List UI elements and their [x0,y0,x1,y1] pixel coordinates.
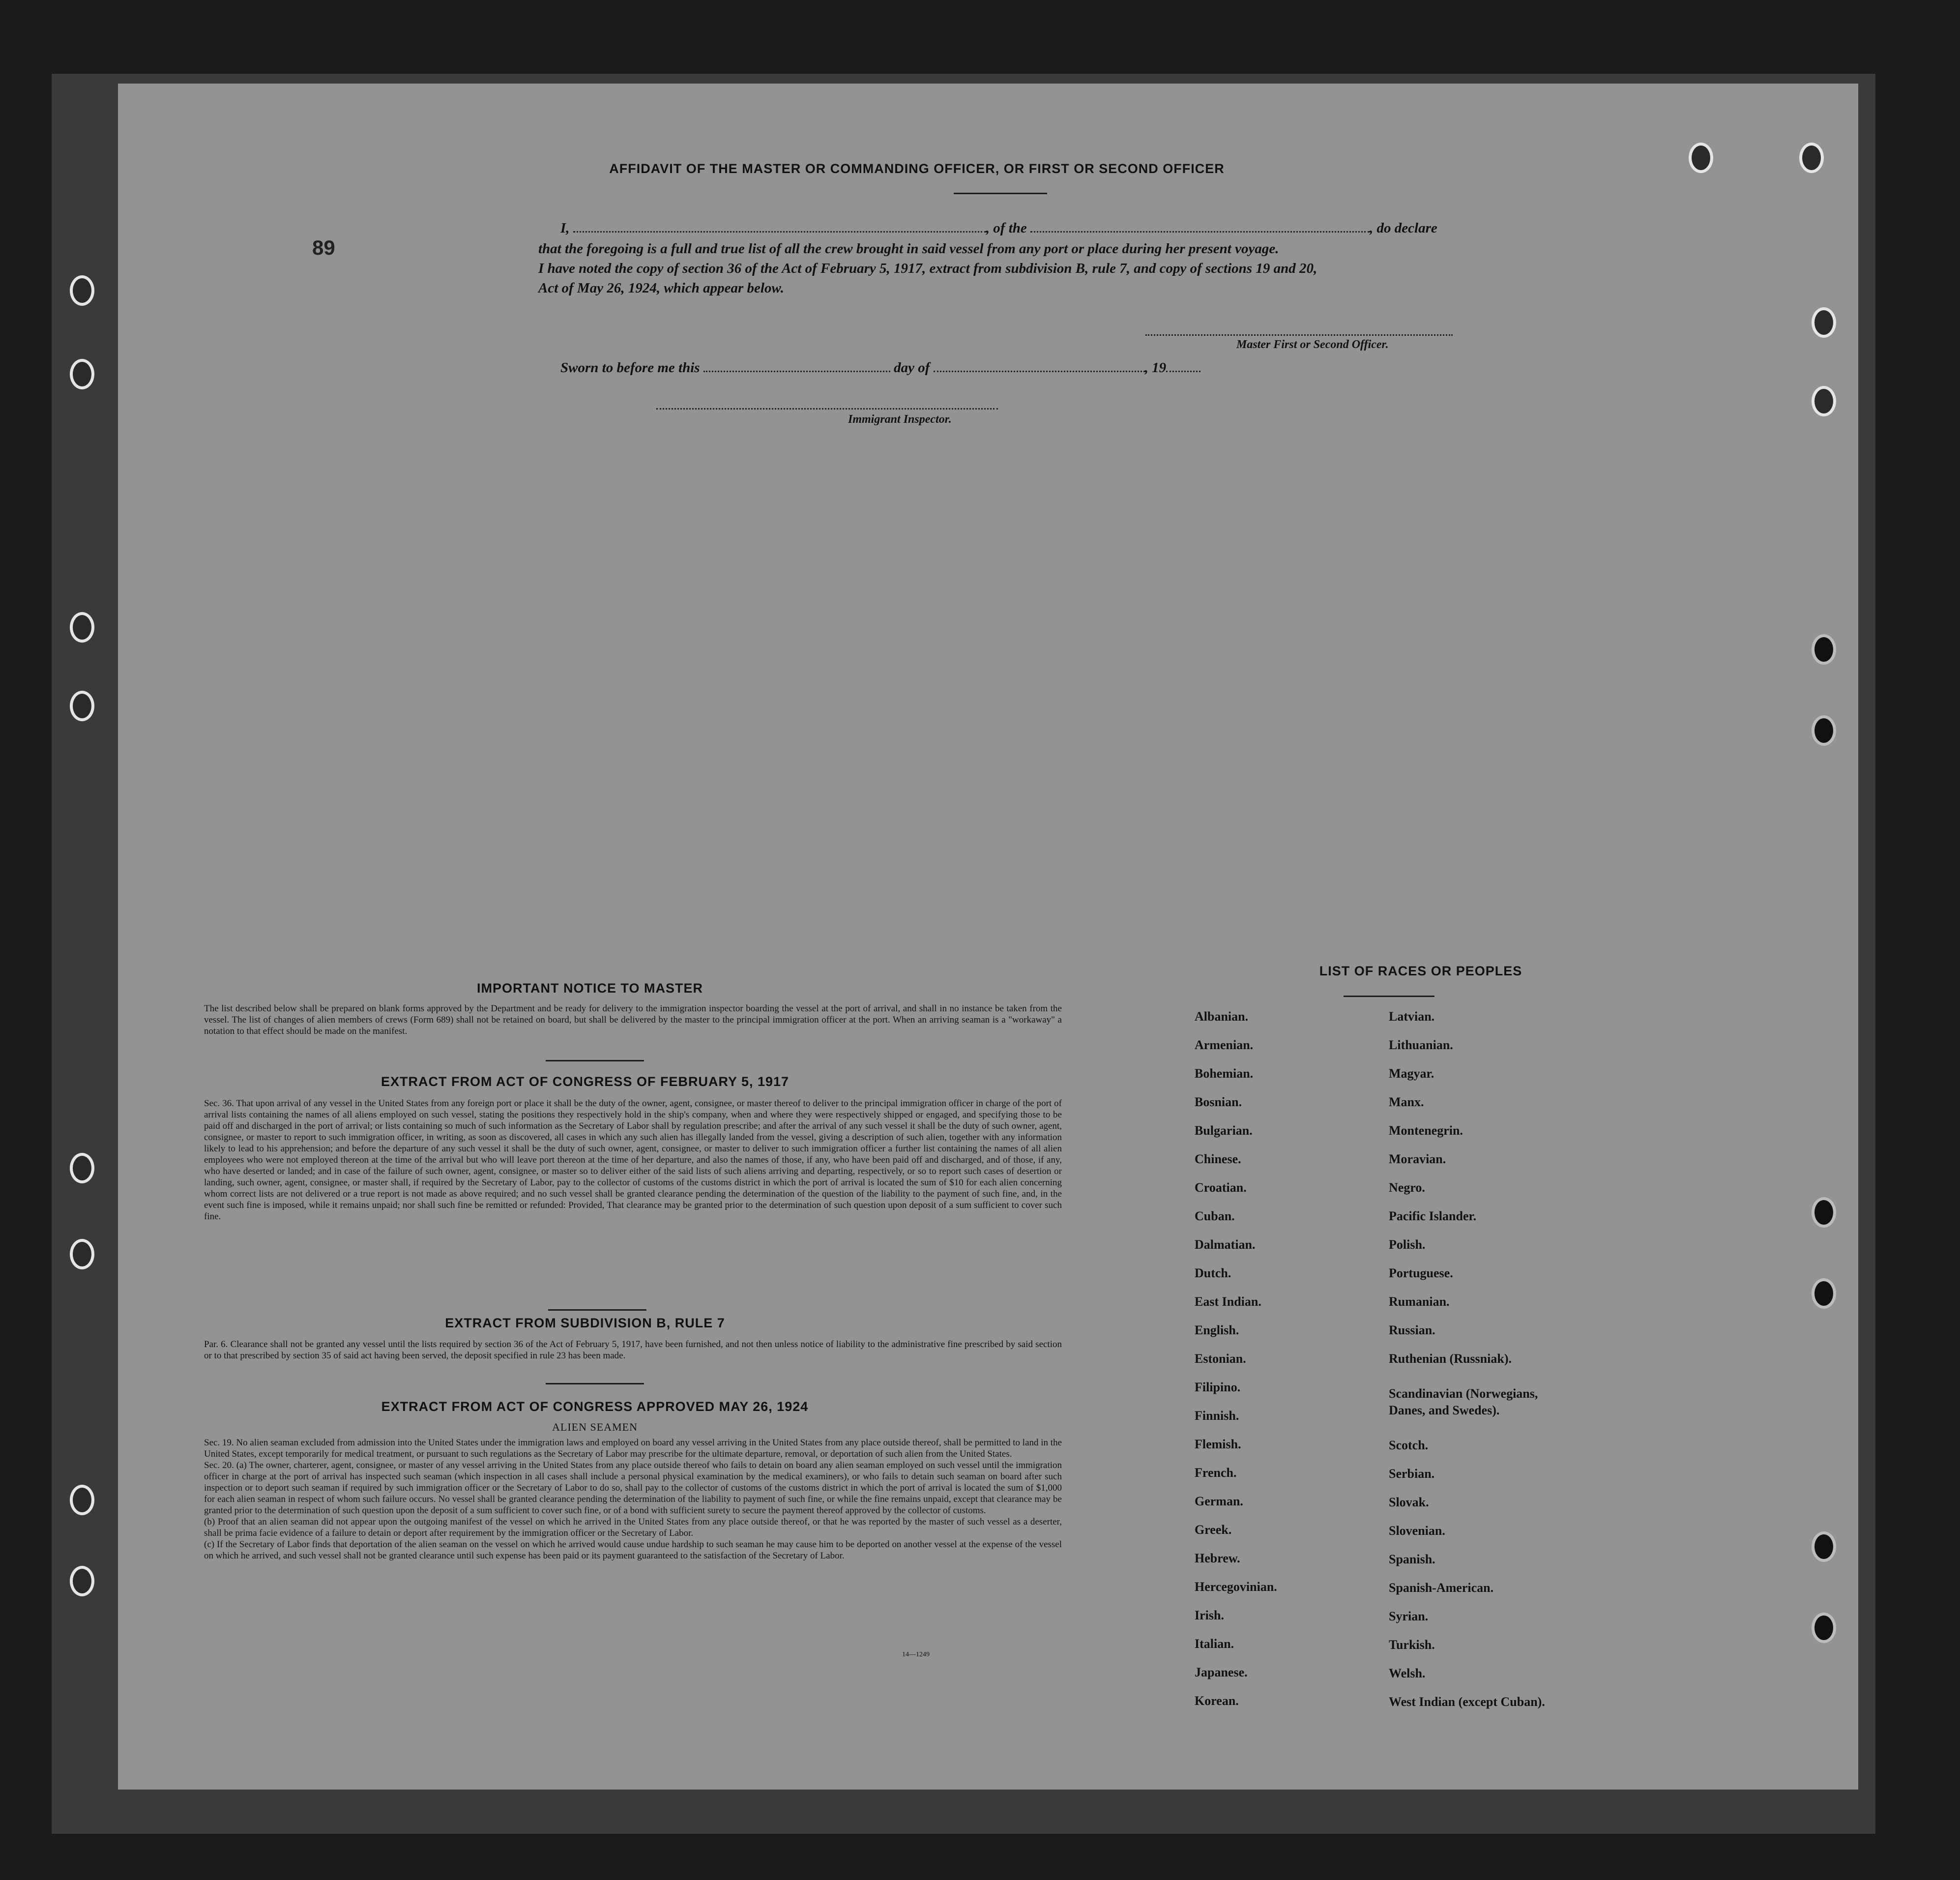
race-item: Greek. [1195,1523,1232,1537]
sworn-day-field[interactable] [703,371,890,372]
binder-hole [70,275,94,306]
master-signature-line[interactable] [1145,334,1453,336]
binder-hole [1812,1531,1836,1562]
sworn-line [560,360,1200,376]
sec-20a: Sec. 20. (a) The owner, charterer, agent, consignee, or master of any vessel arriving in the United States from any place outside thereof who fails to detain on board any alien seaman employed on such vessel until the immigration officer in charge at the port of arrival has inspected such seaman (which inspection in all cases shall include a personal physical examination by the medical examiners), or who fails to detain such seaman on board after such inspection or to deport such seaman if required by such immigration officer or the Secretary of Labor to do so, shall pay to the collector of customs of the customs district in which the port of arrival is located the sum of $1,000 for each alien seaman in respect of whom such failure occurs. No vessel shall be granted clearance pending the determination of the liability to payment of such fine, or while the fine remains unpaid, except that clearance may be granted prior to the determination of such question upon the deposit of a sum sufficient to cover such fine, or of a bond with sufficient surety to secure the payment thereof approved by the collector of customs. [204,1460,1062,1516]
binder-hole [1689,143,1713,173]
affidavit-of-the: , of the [986,220,1027,236]
extract-1917-text: Sec. 36. That upon arrival of any vessel in the United States from any foreign port or place it shall be the duty of the owner, agent, consignee, or master thereof to deliver to the principal immigration officer in charge of the port of arrival lists containing the names of all aliens employed on such vessel, stating the positions they respectively hold in the ship's company, when and where they were respectively shipped or engaged, and specifying those to be paid off and discharged in the port of arrival; or lists containing so much of such information as the Secretary of Labor shall by regulation prescribe; and after the arrival of any such vessel it shall be the duty of such owner, agent, consignee, or master to report to such immigration officer, in writing, as soon as discovered, all cases in which any such alien has illegally landed from the vessel, giving a description of such alien, together with any information likely to lead to his apprehension; and before the departure of any such vessel it shall be the duty of such owner, agent, consignee, or master to deliver to such immigration officer a further list containing the names of all alien employees who were not employed thereon at the time of the arrival but who will leave port thereon at the time of her departure, and also the names of those, if any, who have been paid off and discharged, and of those, if any, who have deserted or landed; and in case of the failure of such owner, agent, consignee, or master so to deliver either of the said lists of such aliens arriving and departing, respectively, or so to report such cases of desertion or landing, such owner, agent, consignee, or master shall, if required by the Secretary of Labor, pay to the collector of customs of the customs district in which the port of arrival is located the sum of $10 for each alien concerning whom correct lists are not delivered or a true report is not made as above required; and no such vessel shall be granted clearance pending the determination of the question of the liability to the payment of such fine, and, in the event such fine is imposed, while it remains unpaid; nor shall such fine be remitted or refunded: Provided, That clearance may be granted prior to the determination of such question upon deposit of a sum sufficient to cover such fine. [204,1098,1062,1222]
sworn-day-of: day of [894,360,930,376]
race-item: Pacific Islander. [1389,1209,1477,1223]
binder-hole [1812,1278,1836,1309]
sec-20c: (c) If the Secretary of Labor finds that deportation of the alien seaman on the vessel on which he arrived would cause undue hardship to such seaman he may cause him to be deported on another vessel at the expense of the vessel on which he arrived, and such vessel shall not be granted clearance until such expense has been paid or its payment guaranteed to the satisfaction of the Secretary of Labor. [204,1539,1062,1561]
rule7-text: Par. 6. Clearance shall not be granted any vessel until the lists required by section 36 of the Act of February 5, 1917, have been furnished, and not then unless notice of liability to the administrative fine prescribed by said section or to that prescribed by section 35 of said act having been served, the deposit specified in rule 23 has been made. [204,1339,1062,1361]
race-item: Russian. [1389,1323,1435,1337]
race-item: Dalmatian. [1195,1237,1256,1252]
race-item: French. [1195,1466,1237,1480]
race-item: Filipino. [1195,1380,1241,1394]
race-item: English. [1195,1323,1239,1337]
name-field[interactable] [573,231,986,233]
race-item: Slovak. [1389,1495,1429,1509]
extract-1924-text [204,1437,1062,1561]
race-item: Japanese. [1195,1665,1248,1679]
sec-20b: (b) Proof that an alien seaman did not appear upon the outgoing manifest of the vessel on which he arrived in the United States from any place outside thereof, or that he was reported by the master of such vessel as a deserter, shall be prima facie evidence of a failure to detain or deport after requirement by the immigration officer or the Secretary of Labor. [204,1517,1062,1538]
affidavit-line1 [560,220,1437,236]
sworn-year: , 19 [1144,360,1167,376]
race-item: Rumanian. [1389,1294,1450,1309]
affidavit-line3: I have noted the copy of section 36 of the Act of February 5, 1917, extract from subdivision B, rule 7, and copy of sections 19 and 20, [538,261,1317,276]
binder-hole [70,1566,94,1596]
race-item: Italian. [1195,1637,1234,1651]
binder-hole [1812,634,1836,665]
binder-hole [70,1485,94,1515]
binder-hole [1799,143,1824,173]
affidavit-title: AFFIDAVIT OF THE MASTER OR COMMANDING OFFICER, OR FIRST OR SECOND OFFICER [609,161,1225,176]
race-item: Estonian. [1195,1351,1246,1366]
race-item: Portuguese. [1389,1266,1453,1280]
race-item: Ruthenian (Russniak). [1389,1351,1512,1366]
race-item: Montenegrin. [1389,1123,1463,1138]
binder-hole [1812,1613,1836,1643]
race-item: West Indian (except Cuban). [1389,1695,1545,1709]
race-item: Scotch. [1389,1438,1429,1452]
race-item: Manx. [1389,1095,1424,1109]
race-item: Croatian. [1195,1180,1247,1195]
binder-hole [70,1239,94,1269]
race-item: Dutch. [1195,1266,1231,1280]
section-rule [546,1383,644,1384]
inspector-signature-line[interactable] [656,408,998,410]
binder-hole [70,691,94,721]
race-item: Albanian. [1195,1009,1249,1024]
sworn-year-field[interactable] [1166,371,1200,372]
binder-hole [1812,715,1836,746]
sworn-prefix: Sworn to before me this [560,360,700,376]
affidavit-line4: Act of May 26, 1924, which appear below. [538,280,784,296]
notice-text: The list described below shall be prepared on blank forms approved by the Department and be ready for delivery to the immigration inspector boarding the vessel at the port of arrival, and shall in no instance be taken from the vessel. The list of changes of alien members of crews (Form 689) shall not be retained on board, but shall be delivered by the master to the principal immigration officer at the port. When an arriving seaman is a "workaway" a notation to that effect should be made on the manifest. [204,1003,1062,1036]
race-item: Slovenian. [1389,1524,1445,1538]
race-item: Hebrew. [1195,1551,1240,1565]
binder-hole [1812,307,1836,338]
sworn-month-field[interactable] [934,371,1145,372]
race-item: Bulgarian. [1195,1123,1253,1138]
race-item: Negro. [1389,1180,1425,1195]
title-rule [954,193,1047,194]
binder-hole [1812,386,1836,416]
margin-mark: 89 [312,236,335,259]
binder-hole [70,359,94,389]
binder-hole [70,1153,94,1183]
races-rule [1344,996,1434,997]
race-item: Serbian. [1389,1467,1435,1481]
race-item: Turkish. [1389,1638,1435,1652]
race-item: Scandinavian (Norwegians, [1389,1386,1538,1401]
race-item: Syrian. [1389,1609,1429,1623]
race-item: Armenian. [1195,1038,1254,1052]
race-item: Irish. [1195,1608,1224,1622]
race-item: Korean. [1195,1694,1239,1708]
sec-19: Sec. 19. No alien seaman excluded from admission into the United States under the immigration laws and employed on board any vessel arriving in the United States from any place outside thereof, shall be permitted to land in the United States, except temporarily for medical treatment, or pursuant to such regulations as the Secretary of Labor may prescribe for the ultimate departure, removal, or deportation of such alien from the United States. [204,1438,1062,1459]
race-item: Magyar. [1389,1066,1434,1081]
race-item: East Indian. [1195,1294,1261,1309]
manifest-page [118,84,1858,1790]
vessel-field[interactable] [1030,231,1370,233]
race-item: Danes, and Swedes). [1389,1403,1500,1417]
race-item: Bosnian. [1195,1095,1242,1109]
binder-hole [70,612,94,643]
extract-1924-subtitle: ALIEN SEAMEN [552,1421,638,1433]
binder-hole [1812,1197,1836,1228]
race-item: Flemish. [1195,1437,1241,1451]
race-item: Lithuanian. [1389,1038,1453,1052]
affidavit-line2: that the foregoing is a full and true list of all the crew brought in said vessel from any port or place during her present voyage. [538,241,1279,257]
section-rule [546,1060,644,1061]
race-item: Spanish. [1389,1552,1435,1566]
races-title: LIST OF RACES OR PEOPLES [1319,964,1522,978]
race-item: Chinese. [1195,1152,1241,1166]
race-item: Moravian. [1389,1152,1446,1166]
rule7-title: EXTRACT FROM SUBDIVISION B, RULE 7 [445,1316,725,1330]
race-item: Latvian. [1389,1009,1435,1024]
form-number: 14—1249 [902,1651,930,1658]
extract-1924-title: EXTRACT FROM ACT OF CONGRESS APPROVED MAY 26, 1924 [381,1399,809,1414]
extract-1917-title: EXTRACT FROM ACT OF CONGRESS OF FEBRUARY 5, 1917 [380,1074,790,1089]
race-item: Finnish. [1195,1409,1239,1423]
section-rule [548,1309,646,1311]
race-item: Welsh. [1389,1666,1426,1680]
notice-title: IMPORTANT NOTICE TO MASTER [477,981,703,996]
affidavit-i: I, [560,220,570,236]
race-item: Polish. [1389,1237,1426,1252]
race-item: Cuban. [1195,1209,1235,1223]
race-item: German. [1195,1494,1243,1508]
inspector-label: Immigrant Inspector. [848,413,952,426]
affidavit-declare: , do declare [1370,220,1437,236]
race-item: Spanish-American. [1389,1581,1494,1595]
race-item: Bohemian. [1195,1066,1254,1081]
master-signature-label: Master First or Second Officer. [1236,338,1389,351]
race-item: Hercegovinian. [1195,1580,1277,1594]
